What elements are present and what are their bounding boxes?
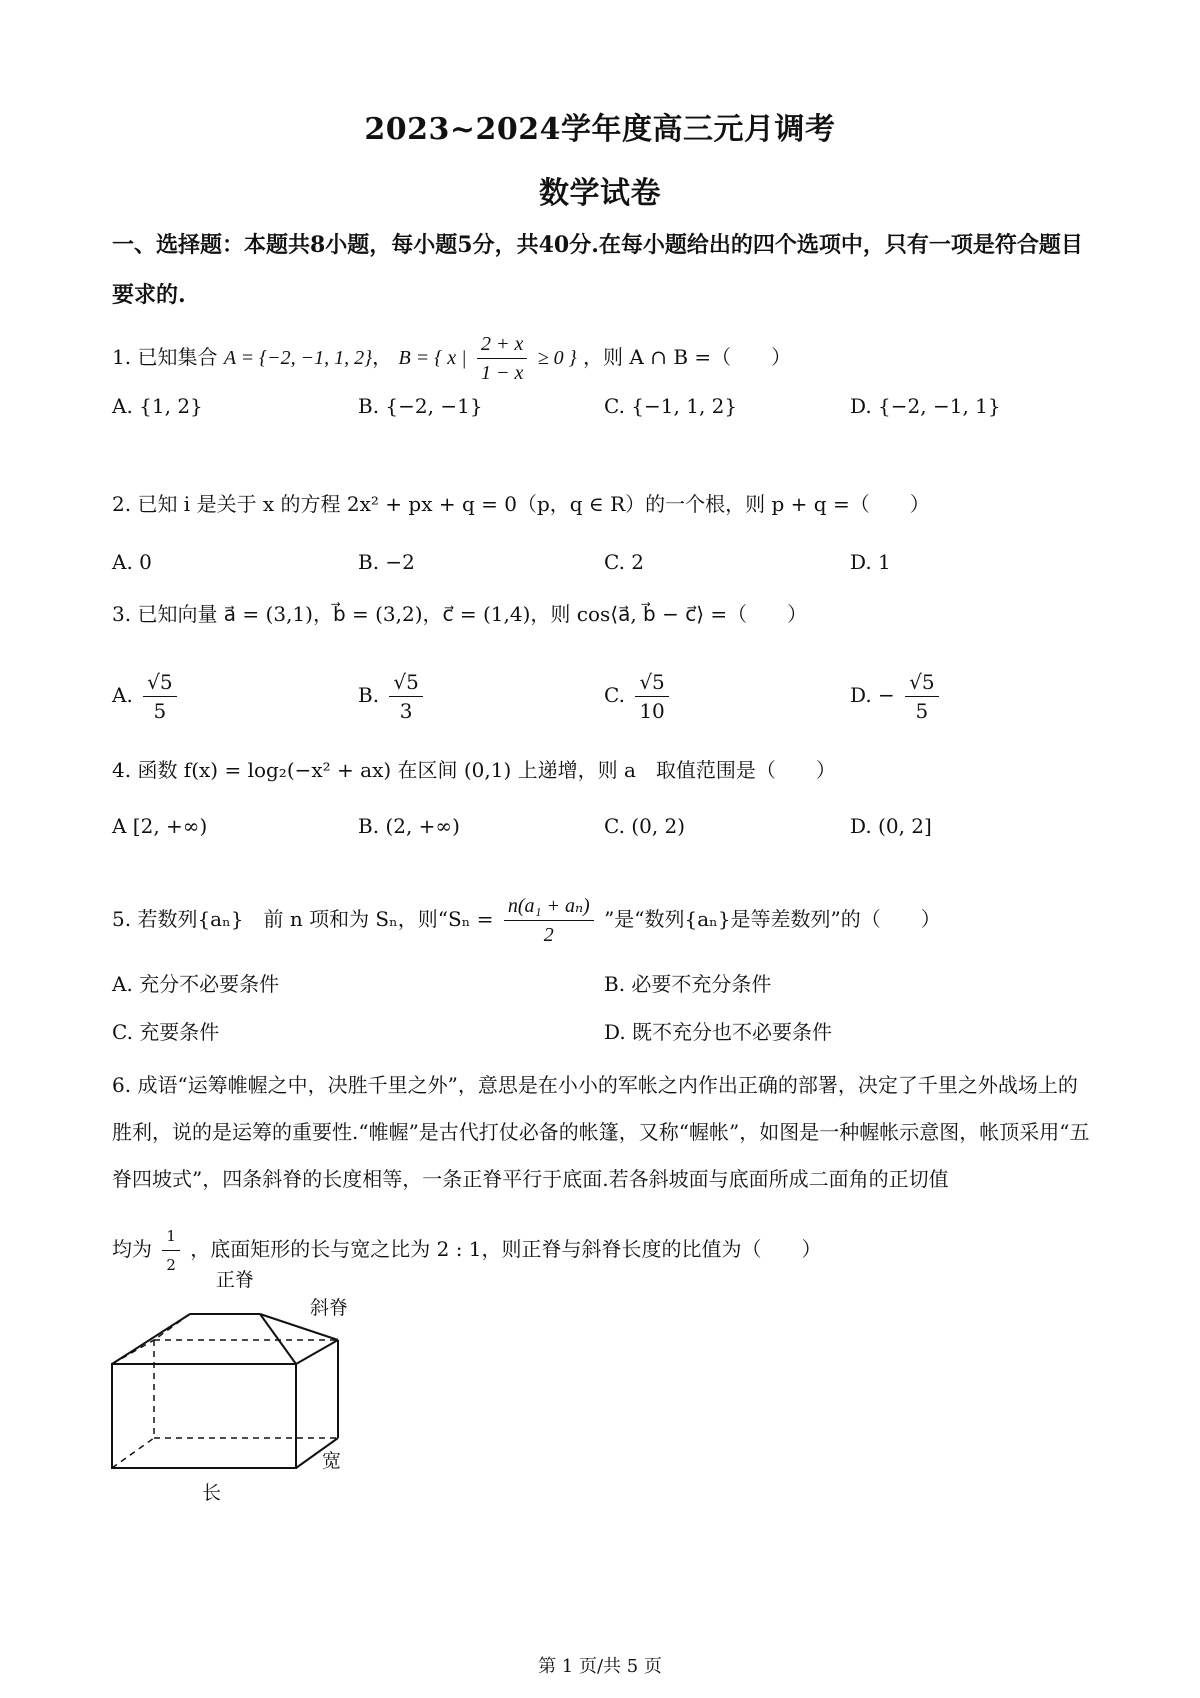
question-number: 5.	[112, 907, 132, 931]
option-d: D. 1	[850, 550, 891, 574]
option-c: C. {−1, 1, 2}	[604, 394, 738, 418]
question-3	[112, 600, 807, 628]
sum-formula-fraction	[504, 892, 594, 949]
option-fraction	[635, 668, 668, 725]
option-d	[850, 668, 943, 725]
option-a: A. 充分不必要条件	[112, 972, 280, 996]
option-fraction	[905, 668, 938, 725]
option-b	[358, 668, 427, 725]
question-stem: 已知 i 是关于 x 的方程 2x² + px + q = 0（p，q ∈ R）的一个根，则 p + q =（ ）	[137, 492, 930, 516]
option-fraction	[389, 668, 422, 725]
question-stem: 函数 f(x) = log₂(−x² + ax) 在区间 (0,1) 上递增，则 a 取值范围是（ ）	[137, 758, 836, 782]
fraction-denominator: 2	[166, 1256, 176, 1274]
question-5	[112, 892, 941, 949]
question-number: 1.	[112, 345, 132, 369]
fraction-denominator: 5	[153, 699, 167, 723]
question-stem: 已知向量 a⃗ = (3,1)，b⃗ = (3,2)，c⃗ = (1,4)，则 cos⟨a⃗, b⃗ − c⃗⟩ =（ ）	[137, 602, 808, 626]
fraction-numerator: √5	[389, 668, 422, 697]
option-a: A [2, +∞)	[112, 814, 208, 838]
question-number: 4.	[112, 758, 132, 782]
fraction-denominator: 5	[915, 699, 929, 723]
set-a: A = {−2, −1, 1, 2}	[223, 347, 373, 369]
option-d: D. {−2, −1, 1}	[850, 394, 1001, 418]
question-6-text: 6. 成语“运筹帷幄之中，决胜千里之外”，意思是在小小的军帐之内作出正确的部署，决定了千里之外战场上的胜利，说的是运筹的重要性.“帷幄”是古代打仗必备的帐篷，又称“幄帐”，如图是一种幄帐示意图，帐顶采用“五脊四坡式”，四条斜脊的长度相等，一条正脊平行于底面.若各斜坡面与底面所成二面角的正切值	[112, 1073, 1090, 1191]
question-stem-end: ，底面矩形的长与宽之比为 2 : 1，则正脊与斜脊长度的比值为（ ）	[190, 1237, 822, 1261]
question-number: 2.	[112, 492, 132, 516]
option-a: A. 0	[112, 550, 152, 574]
option-a	[112, 668, 181, 725]
set-b-fraction	[477, 330, 527, 387]
hidden-bottom-left	[112, 1438, 154, 1468]
fraction-numerator: √5	[905, 668, 938, 697]
fraction-denominator: 2	[543, 924, 554, 946]
tangent-fraction	[162, 1222, 180, 1279]
option-b: B. −2	[358, 550, 415, 574]
option-letter: A.	[112, 683, 133, 707]
option-b: B. 必要不充分条件	[604, 972, 772, 996]
option-d: D. (0, 2]	[850, 814, 932, 838]
fraction-denominator: 10	[639, 699, 665, 723]
fraction-numerator: √5	[143, 668, 176, 697]
length-label: 长	[202, 1482, 222, 1504]
question-4	[112, 756, 836, 784]
fraction-numerator: 2 + x	[477, 330, 527, 359]
question-number: 3.	[112, 602, 132, 626]
fraction-numerator: 1	[162, 1222, 180, 1251]
option-letter: C.	[604, 683, 625, 707]
option-a: A. {1, 2}	[112, 394, 203, 418]
slant-ridge-label: 斜脊	[310, 1297, 349, 1319]
section-heading: 一、选择题：本题共8小题，每小题5分，共40分.在每小题给出的四个选项中，只有一项是符合题目要求的.	[112, 232, 1083, 308]
option-b: B. {−2, −1}	[358, 394, 483, 418]
fraction-denominator: 1 − x	[480, 362, 524, 384]
option-d: D. 既不充分也不必要条件	[604, 1020, 833, 1044]
option-b: B. (2, +∞)	[358, 814, 460, 838]
option-c: C. (0, 2)	[604, 814, 686, 838]
question-2	[112, 490, 930, 518]
option-c	[604, 668, 673, 725]
page-footer: 第 1 页/共 5 页	[538, 1656, 662, 1677]
option-fraction	[143, 668, 176, 725]
question-stem: 若数列{aₙ} 前 n 项和为 Sₙ，则“Sₙ =	[137, 907, 494, 931]
fraction-numerator: √5	[635, 668, 668, 697]
option-c: C. 2	[604, 550, 645, 574]
question-stem: 已知集合	[137, 345, 218, 369]
option-letter: B.	[358, 683, 380, 707]
option-sign: −	[878, 683, 895, 707]
question-1: 1. 已知集合 A = {−2, −1, 1, 2}， B = { x | $\frac{2 + x}{1 - x}$ ≥ 0 } ，则 A ∩ B =（ ）	[112, 330, 791, 387]
question-stem: 均为	[112, 1237, 152, 1261]
exam-title: 2023~2024学年度高三元月调考	[364, 112, 836, 147]
set-b-left: B = { x |	[398, 347, 467, 369]
option-letter: D.	[850, 683, 872, 707]
question-stem-end: ，则 A ∩ B =（ ）	[583, 345, 792, 369]
fraction-numerator: n(a₁ + aₙ)	[504, 892, 594, 921]
fraction-denominator: 3	[399, 699, 413, 723]
width-label: 宽	[322, 1450, 342, 1472]
ridge-label: 正脊	[216, 1269, 255, 1291]
question-stem-end: ”是“数列{aₙ}是等差数列”的（ ）	[604, 907, 941, 931]
front-face-edge	[112, 1364, 296, 1468]
front-slant-ridge	[260, 1314, 296, 1364]
set-b-right: ≥ 0 }	[537, 347, 577, 369]
exam-subtitle: 数学试卷	[539, 176, 661, 211]
option-c: C. 充要条件	[112, 1020, 220, 1044]
top-right-edge	[296, 1340, 338, 1364]
